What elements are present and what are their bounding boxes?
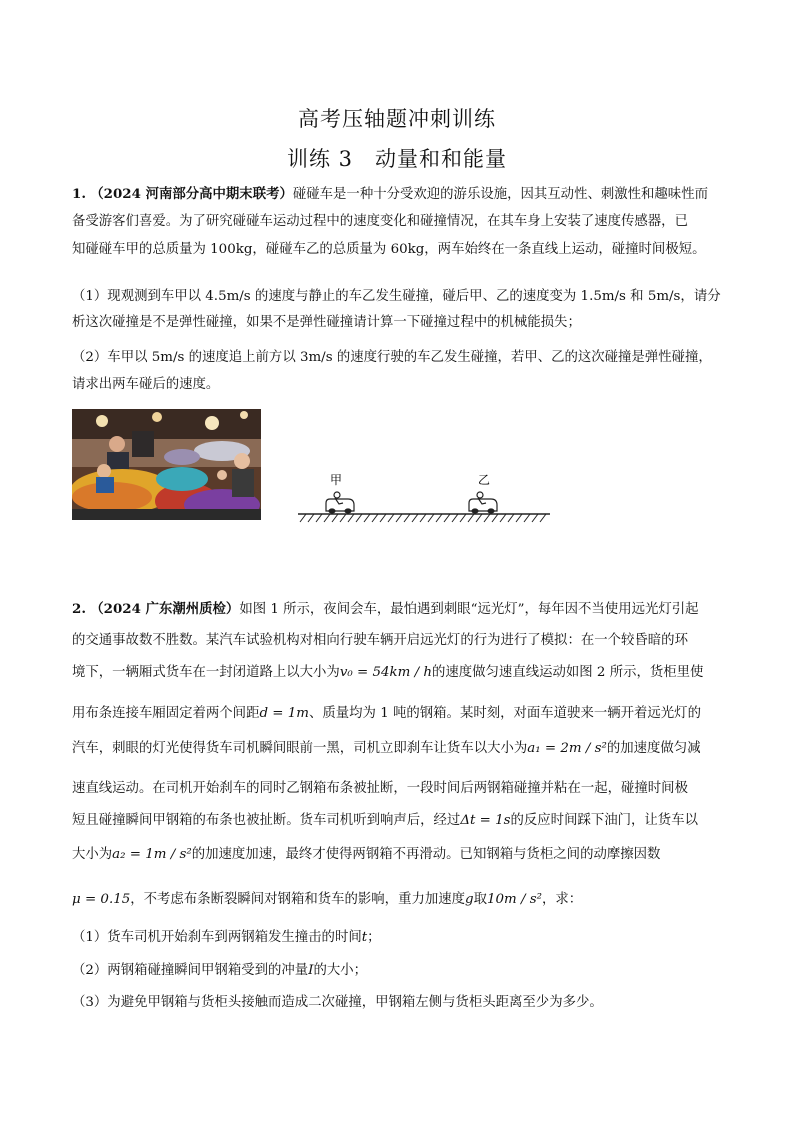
label-yi: 乙 (478, 473, 491, 487)
formula-a1: a₁ = 2m / s² (527, 741, 607, 756)
q1-part-2: （2）车甲以 5m/s 的速度追上前方以 3m/s 的速度行驶的车乙发生碰撞，若甲、乙的这次碰撞是弹性碰撞， (72, 350, 712, 365)
q2-number: 2. (72, 601, 86, 617)
ground-hatching (300, 514, 546, 522)
document-title: 高考压轴题冲刺训练 (298, 107, 496, 131)
q2-line-3: 境下，一辆厢式货车在一封闭道路上以大小为v₀ = 54km / h的速度做匀速直线运动如图 2 所示，货柜里使 (72, 665, 704, 680)
q1-number: 1. (72, 186, 86, 202)
formula-mu: μ = 0.15 (72, 892, 131, 907)
q1-line-2: 备受游客们喜爱。为了研究碰碰车运动过程中的速度变化和碰撞情况，在其车身上安装了速度传感器，已 (72, 214, 688, 229)
q2-line-5: 汽车，刺眼的灯光使得货车司机瞬间眼前一黑，司机立即刹车让货车以大小为a₁ = 2m / s²的加速度做匀减 (72, 741, 701, 756)
car-jia-icon (326, 492, 354, 513)
q2-part-1: （1）货车司机开始刹车到两钢箱发生撞击的时间t； (72, 930, 381, 945)
document-subtitle: 训练 3 动量和和能量 (286, 147, 508, 171)
q1-part-1: （1）现观测到车甲以 4.5m/s 的速度与静止的车乙发生碰撞，碰后甲、乙的速度变为 1.5m/s 和 5m/s，请分 (72, 289, 721, 304)
q1-part-2-cont: 请求出两车碰后的速度。 (72, 377, 220, 392)
q1-line-1 (72, 185, 724, 204)
q1-line-3: 知碰碰车甲的总质量为 100kg，碰碰车乙的总质量为 60kg，两车始终在一条直线上运动，碰撞时间极短。 (72, 242, 706, 257)
q2-line-6: 速直线运动。在司机开始刹车的同时乙钢箱布条被扯断，一段时间后两钢箱碰撞并粘在一起，碰撞时间极 (72, 781, 688, 796)
q1-part-1-cont: 析这次碰撞是不是弹性碰撞，如果不是弹性碰撞请计算一下碰撞过程中的机械能损失； (72, 315, 581, 330)
q2-line-2: 的交通事故数不胜数。某汽车试验机构对相向行驶车辆开启远光灯的行为进行了模拟：在一个较昏暗的环 (72, 633, 688, 648)
q2-line-9: μ = 0.15，不考虑布条断裂瞬间对钢箱和货车的影响，重力加速度g取10m / s²，求： (72, 892, 583, 907)
bumper-cars-photo (72, 409, 261, 520)
label-jia: 甲 (330, 473, 343, 487)
q2-part-3: （3）为避免甲钢箱与货柜头接触而造成二次碰撞，甲钢箱左侧与货柜头距离至少为多少。 (72, 995, 603, 1010)
formula-v0: v₀ = 54km / h (339, 665, 432, 680)
q1-source: （2024 河南部分高中期末联考） (90, 186, 293, 202)
formula-dt: Δt = 1s (460, 813, 511, 828)
q2-part-2: （2）两钢箱碰撞瞬间甲钢箱受到的冲量I的大小； (72, 963, 368, 978)
q2-line-4: 用布条连接车厢固定着两个间距d = 1m、质量均为 1 吨的钢箱。某时刻，对面车道驶来一辆开着远光灯的 (72, 706, 701, 721)
formula-d: d = 1m (259, 706, 309, 721)
q2-line-8: 大小为a₂ = 1m / s²的加速度加速，最终才使得两钢箱不再滑动。已知钢箱与货柜之间的动摩擦因数 (72, 847, 661, 862)
q2-source: （2024 广东潮州质检） (90, 601, 240, 617)
bumper-car-diagram (296, 466, 552, 526)
formula-a2: a₂ = 1m / s² (112, 847, 192, 862)
q1-text: 碰碰车是一种十分受欢迎的游乐设施，因其互动性、刺激性和趣味性而 (292, 187, 708, 202)
formula-g: 10m / s² (487, 892, 543, 907)
q2-line-1: 2. （2024 广东潮州质检）如图 1 所示，夜间会车，最怕遇到刺眼“远光灯”，每年因不当使用远光灯引起 (72, 601, 699, 617)
q2-line-7: 短且碰撞瞬间甲钢箱的布条也被扯断。货车司机听到响声后，经过Δt = 1s的反应时间踩下油门，让货车以 (72, 813, 698, 828)
car-yi-icon (469, 492, 497, 513)
